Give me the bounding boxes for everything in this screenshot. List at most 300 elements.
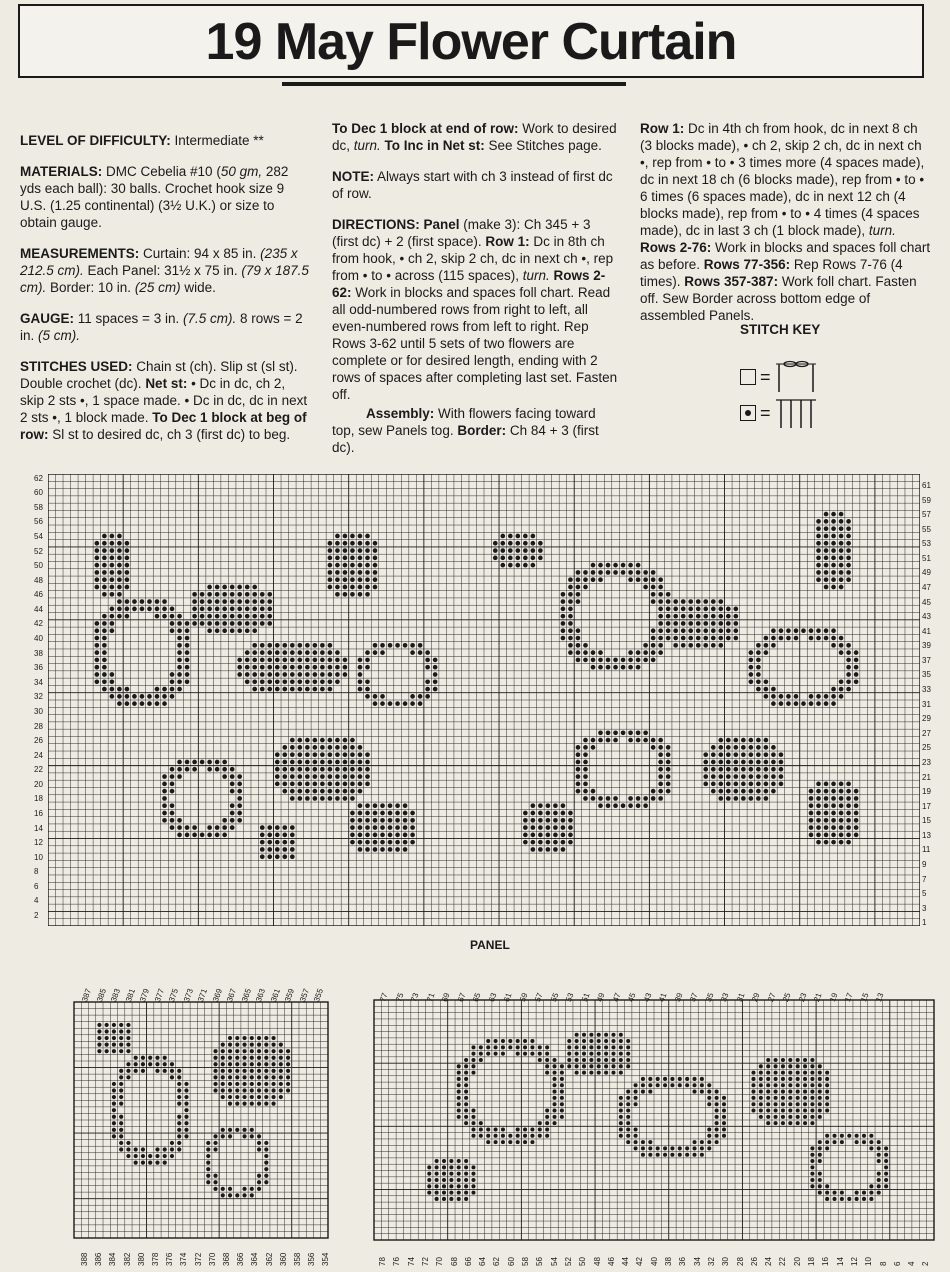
block-mark — [264, 1043, 268, 1047]
block-mark — [666, 607, 671, 612]
block-mark — [756, 774, 761, 779]
block-mark — [589, 1052, 593, 1056]
block-mark — [560, 1064, 564, 1068]
block-mark — [700, 1083, 704, 1087]
block-mark — [221, 1082, 225, 1086]
block-mark — [388, 701, 393, 706]
row-number-left: 24 — [34, 750, 43, 760]
block-mark — [597, 1039, 601, 1043]
block-mark — [568, 585, 573, 590]
block-mark — [170, 694, 175, 699]
block-mark — [235, 1056, 239, 1060]
block-mark — [235, 1036, 239, 1040]
block-mark — [286, 1049, 290, 1053]
block-mark — [663, 1083, 667, 1087]
block-mark — [718, 774, 723, 779]
block-mark — [634, 1090, 638, 1094]
block-mark — [320, 745, 325, 750]
block-mark — [771, 636, 776, 641]
block-mark — [228, 1056, 232, 1060]
block-mark — [621, 563, 626, 568]
block-mark — [373, 840, 378, 845]
block-mark — [267, 833, 272, 838]
block-mark — [343, 658, 348, 663]
block-mark — [611, 1058, 615, 1062]
block-mark — [471, 1045, 475, 1049]
block-mark — [636, 796, 641, 801]
block-mark — [95, 672, 100, 677]
block-mark — [493, 541, 498, 546]
block-mark — [433, 687, 438, 692]
row-number-left: 42 — [34, 619, 43, 629]
block-mark — [162, 607, 167, 612]
block-mark — [678, 1153, 682, 1157]
block-mark — [170, 687, 175, 692]
block-mark — [162, 811, 167, 816]
block-mark — [553, 1109, 557, 1113]
block-mark — [200, 621, 205, 626]
block-mark — [119, 1115, 123, 1119]
block-mark — [651, 789, 656, 794]
block-mark — [703, 628, 708, 633]
border-row1-text: Dc in 4th ch from hook, dc in next 8 ch (3 blocks made), • ch 2, skip 2 ch, dc in next ch •, rep from • to • 3 times more (4 spaces made), dc in next 18 ch (6 blocks made), rep from • to • 6 times (6 spaces made), dc in next 12 ch (4 blocks made), rep from • to • 4 times (4 spaces made), dc in last 3 ch (1 block made), — [640, 121, 925, 238]
block-mark — [267, 687, 272, 692]
border-row-number-top: 361 — [268, 987, 282, 1004]
block-mark — [538, 1127, 542, 1131]
block-mark — [365, 694, 370, 699]
block-mark — [184, 1134, 188, 1138]
block-mark — [824, 825, 829, 830]
block-mark — [282, 672, 287, 677]
block-mark — [313, 672, 318, 677]
block-mark — [531, 534, 536, 539]
block-mark — [531, 541, 536, 546]
block-mark — [598, 796, 603, 801]
block-mark — [418, 650, 423, 655]
block-mark — [170, 811, 175, 816]
block-mark — [606, 796, 611, 801]
block-mark — [215, 767, 220, 772]
block-mark — [862, 1197, 866, 1201]
block-mark — [222, 621, 227, 626]
block-mark — [718, 599, 723, 604]
block-mark — [673, 607, 678, 612]
border-rows357-label: Rows 357-387: — [684, 274, 779, 289]
block-mark — [155, 687, 160, 692]
block-mark — [831, 519, 836, 524]
block-mark — [530, 1140, 534, 1144]
block-mark — [626, 1134, 630, 1138]
block-mark — [651, 738, 656, 743]
block-mark — [568, 577, 573, 582]
block-mark — [275, 767, 280, 772]
block-mark — [824, 840, 829, 845]
block-mark — [328, 760, 333, 765]
block-mark — [328, 548, 333, 553]
block-mark — [715, 1127, 719, 1131]
block-mark — [494, 1127, 498, 1131]
row-number-left: 34 — [34, 677, 43, 687]
block-mark — [628, 658, 633, 663]
block-mark — [670, 1083, 674, 1087]
block-mark — [358, 774, 363, 779]
block-mark — [766, 1071, 770, 1075]
border-row-number-top: 35 — [703, 991, 716, 1004]
block-mark — [260, 614, 265, 619]
block-mark — [290, 752, 295, 757]
block-mark — [756, 679, 761, 684]
block-mark — [162, 701, 167, 706]
block-mark — [722, 1121, 726, 1125]
block-mark — [688, 636, 693, 641]
block-mark — [781, 1090, 785, 1094]
block-mark — [846, 825, 851, 830]
block-mark — [658, 789, 663, 794]
block-mark — [486, 1039, 490, 1043]
border-chart-left-grid — [72, 976, 332, 1242]
block-mark — [245, 665, 250, 670]
block-mark — [628, 796, 633, 801]
block-mark — [824, 701, 829, 706]
block-mark — [242, 1075, 246, 1079]
block-mark — [700, 1146, 704, 1150]
block-mark — [831, 628, 836, 633]
block-mark — [711, 745, 716, 750]
block-mark — [854, 789, 859, 794]
block-mark — [825, 1140, 829, 1144]
grid-lines — [48, 474, 920, 926]
block-mark — [192, 833, 197, 838]
border-row-number-bottom: 72 — [420, 1257, 430, 1266]
block-mark — [818, 1064, 822, 1068]
block-mark — [427, 1165, 431, 1169]
block-mark — [230, 621, 235, 626]
block-mark — [781, 1077, 785, 1081]
block-mark — [119, 1029, 123, 1033]
block-mark — [297, 650, 302, 655]
block-mark — [320, 774, 325, 779]
block-mark — [257, 1102, 261, 1106]
block-mark — [501, 1140, 505, 1144]
block-mark — [117, 607, 122, 612]
block-mark — [119, 1036, 123, 1040]
block-mark — [102, 628, 107, 633]
block-mark — [290, 789, 295, 794]
block-mark — [803, 1090, 807, 1094]
border-row-number-top: 37 — [688, 991, 700, 1004]
block-mark — [235, 1128, 239, 1132]
block-mark — [818, 1172, 822, 1176]
block-mark — [641, 1153, 645, 1157]
block-mark — [831, 585, 836, 590]
block-mark — [803, 1083, 807, 1087]
block-mark — [457, 1090, 461, 1094]
block-mark — [365, 592, 370, 597]
block-mark — [290, 738, 295, 743]
block-mark — [651, 585, 656, 590]
block-mark — [464, 1090, 468, 1094]
block-mark — [267, 854, 272, 859]
block-mark — [222, 599, 227, 604]
block-mark — [628, 650, 633, 655]
block-mark — [854, 833, 859, 838]
block-mark — [847, 1134, 851, 1138]
block-mark — [228, 1043, 232, 1047]
block-mark — [718, 643, 723, 648]
block-mark — [846, 679, 851, 684]
block-mark — [810, 1058, 814, 1062]
block-mark — [531, 803, 536, 808]
block-mark — [95, 650, 100, 655]
block-mark — [350, 592, 355, 597]
block-mark — [365, 541, 370, 546]
block-mark — [95, 548, 100, 553]
block-mark — [117, 556, 122, 561]
block-mark — [286, 1069, 290, 1073]
block-mark — [126, 1029, 130, 1033]
block-mark — [515, 556, 520, 561]
block-mark — [177, 760, 182, 765]
block-mark — [163, 1161, 167, 1165]
block-mark — [613, 658, 618, 663]
row-number-right: 13 — [922, 830, 931, 840]
block-mark — [275, 774, 280, 779]
block-mark — [464, 1109, 468, 1113]
block-mark — [553, 811, 558, 816]
block-mark — [500, 534, 505, 539]
block-mark — [358, 679, 363, 684]
block-mark — [493, 556, 498, 561]
block-mark — [464, 1077, 468, 1081]
block-mark — [626, 1121, 630, 1125]
block-mark — [380, 803, 385, 808]
block-mark — [810, 1172, 814, 1176]
block-mark — [733, 789, 738, 794]
border-row-number-top: 367 — [225, 987, 239, 1004]
block-mark — [147, 599, 152, 604]
block-mark — [132, 701, 137, 706]
block-mark — [764, 650, 769, 655]
block-mark — [733, 614, 738, 619]
block-mark — [561, 607, 566, 612]
block-mark — [626, 1096, 630, 1100]
block-mark — [350, 752, 355, 757]
block-mark — [523, 840, 528, 845]
block-mark — [449, 1197, 453, 1201]
block-mark — [358, 811, 363, 816]
block-mark — [553, 825, 558, 830]
block-mark — [222, 774, 227, 779]
note-label: NOTE: — [332, 169, 374, 184]
block-mark — [575, 1058, 579, 1062]
block-mark — [810, 1146, 814, 1150]
block-mark — [643, 650, 648, 655]
block-mark — [350, 585, 355, 590]
block-mark — [125, 614, 130, 619]
block-mark — [335, 796, 340, 801]
row-number-right: 15 — [922, 816, 931, 826]
block-mark — [589, 1058, 593, 1062]
border-row-number-top: 369 — [210, 987, 224, 1004]
block-mark — [221, 1095, 225, 1099]
block-mark — [162, 782, 167, 787]
block-mark — [148, 1062, 152, 1066]
block-mark — [177, 1102, 181, 1106]
row-number-left: 2 — [34, 911, 39, 921]
border-left-blocks — [97, 1023, 290, 1198]
block-mark — [658, 760, 663, 765]
block-mark — [685, 1083, 689, 1087]
block-mark — [102, 534, 107, 539]
block-mark — [112, 1082, 116, 1086]
block-mark — [230, 607, 235, 612]
block-mark — [749, 796, 754, 801]
block-mark — [781, 1058, 785, 1062]
block-mark — [464, 1115, 468, 1119]
row-number-left: 18 — [34, 794, 43, 804]
border-row-number-top: 25 — [781, 991, 793, 1004]
block-mark — [733, 767, 738, 772]
block-mark — [715, 1121, 719, 1125]
block-mark — [707, 1140, 711, 1144]
block-mark — [796, 1096, 800, 1100]
block-mark — [170, 1062, 174, 1066]
block-mark — [589, 1064, 593, 1068]
block-mark — [718, 621, 723, 626]
block-mark — [751, 1096, 755, 1100]
block-mark — [350, 833, 355, 838]
block-mark — [666, 599, 671, 604]
block-mark — [264, 1180, 268, 1184]
block-mark — [846, 556, 851, 561]
block-mark — [764, 738, 769, 743]
block-mark — [388, 833, 393, 838]
row-number-left: 26 — [34, 736, 43, 746]
block-mark — [313, 650, 318, 655]
block-mark — [471, 1178, 475, 1182]
block-mark — [290, 665, 295, 670]
block-mark — [206, 1161, 210, 1165]
block-mark — [567, 1058, 571, 1062]
block-mark — [442, 1184, 446, 1188]
block-mark — [703, 636, 708, 641]
border-row-number-bottom: 360 — [278, 1252, 288, 1266]
block-mark — [756, 672, 761, 677]
block-mark — [275, 752, 280, 757]
block-mark — [500, 563, 505, 568]
block-mark — [803, 1064, 807, 1068]
block-mark — [141, 1161, 145, 1165]
block-mark — [257, 1141, 261, 1145]
measurements-text-1: Curtain: 94 x 85 in. — [143, 246, 261, 261]
block-mark — [110, 570, 115, 575]
block-mark — [626, 1090, 630, 1094]
block-mark — [358, 548, 363, 553]
block-mark — [715, 1115, 719, 1119]
block-mark — [275, 665, 280, 670]
block-mark — [658, 767, 663, 772]
block-mark — [213, 1075, 217, 1079]
block-mark — [206, 1154, 210, 1158]
difficulty-paragraph — [20, 132, 312, 149]
block-mark — [774, 1058, 778, 1062]
block-mark — [425, 679, 430, 684]
block-mark — [435, 1191, 439, 1195]
block-mark — [583, 658, 588, 663]
block-mark — [320, 658, 325, 663]
border-row-number-top: 371 — [196, 987, 210, 1004]
block-mark — [442, 1178, 446, 1182]
block-mark — [494, 1052, 498, 1056]
block-mark — [373, 825, 378, 830]
block-mark — [335, 534, 340, 539]
block-mark — [854, 650, 859, 655]
border-row-number-top: 375 — [167, 987, 181, 1004]
block-mark — [666, 789, 671, 794]
block-mark — [779, 767, 784, 772]
block-mark — [538, 548, 543, 553]
block-mark — [105, 1043, 109, 1047]
block-mark — [297, 760, 302, 765]
block-mark — [651, 745, 656, 750]
block-mark — [613, 738, 618, 743]
measurements-italic-1: (235 x 212.5 cm). — [20, 246, 298, 278]
block-mark — [626, 1058, 630, 1062]
space-square-icon — [740, 369, 756, 385]
block-mark — [373, 803, 378, 808]
block-mark — [766, 1109, 770, 1113]
block-mark — [117, 694, 122, 699]
block-mark — [583, 643, 588, 648]
block-mark — [839, 840, 844, 845]
block-mark — [611, 1045, 615, 1049]
block-mark — [673, 628, 678, 633]
block-mark — [831, 687, 836, 692]
block-mark — [568, 840, 573, 845]
border-row-number-bottom: 56 — [535, 1257, 545, 1266]
row-number-right: 41 — [922, 626, 931, 636]
block-mark — [271, 1043, 275, 1047]
block-mark — [553, 1064, 557, 1068]
block-mark — [410, 650, 415, 655]
block-mark — [824, 570, 829, 575]
block-mark — [471, 1165, 475, 1169]
block-mark — [604, 1071, 608, 1075]
block-mark — [479, 1127, 483, 1131]
border-rows77-label: Rows 77-356: — [703, 257, 791, 272]
block-mark — [576, 570, 581, 575]
block-mark — [102, 687, 107, 692]
block-mark — [177, 833, 182, 838]
block-mark — [877, 1191, 881, 1195]
block-mark — [350, 782, 355, 787]
block-mark — [380, 840, 385, 845]
block-mark — [553, 1090, 557, 1094]
block-mark — [102, 585, 107, 590]
block-mark — [824, 534, 829, 539]
row-number-left: 12 — [34, 838, 43, 848]
block-mark — [733, 796, 738, 801]
block-mark — [252, 628, 257, 633]
border-row-number-bottom: 366 — [236, 1252, 246, 1266]
block-mark — [343, 752, 348, 757]
block-mark — [328, 650, 333, 655]
block-mark — [185, 650, 190, 655]
block-mark — [117, 570, 122, 575]
block-mark — [576, 643, 581, 648]
block-mark — [425, 658, 430, 663]
note-text: Always start with ch 3 instead of first dc of row. — [332, 169, 613, 201]
